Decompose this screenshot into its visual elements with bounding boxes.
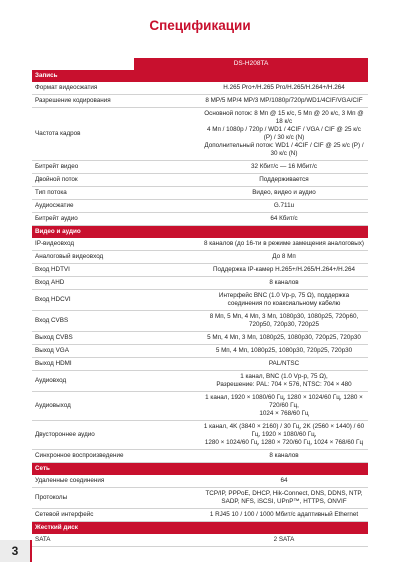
- model-header: [32, 58, 368, 70]
- spec-label: Выход VGA: [32, 345, 200, 358]
- spec-value: Поддержка IP-камер H.265+/H.265/H.264+/H.264: [200, 264, 368, 277]
- spec-row: [32, 82, 368, 95]
- spec-row: [32, 95, 368, 108]
- spec-value: H.265 Pro+/H.265 Pro/H.265/H.264+/H.264: [200, 82, 368, 95]
- spec-table-body: [32, 70, 368, 547]
- section-title: Жесткий диск: [32, 522, 368, 535]
- spec-row: [32, 200, 368, 213]
- spec-value: 1 канал, BNC (1.0 Vp-p, 75 Ω), Разрешение: PAL: 704 × 576, NTSC: 704 × 480: [200, 371, 368, 392]
- spec-label: Битрейт видео: [32, 161, 200, 174]
- spec-label: Выход HDMI: [32, 358, 200, 371]
- section-header: [32, 463, 368, 476]
- spec-row: [32, 345, 368, 358]
- spec-row: [32, 187, 368, 200]
- spec-value: 8 Мп, 5 Мп, 4 Мп, 3 Мп, 1080p30, 1080p25, 720p60, 720p50, 720p30, 720p25: [200, 311, 368, 332]
- spec-value: 5 Мп, 4 Мп, 3 Мп, 1080p25, 1080p30, 720p25, 720p30: [200, 332, 368, 345]
- spec-table: [32, 70, 368, 547]
- spec-label: Двустороннее аудио: [32, 421, 200, 450]
- spec-label: Аналоговый видеовход: [32, 251, 200, 264]
- spec-value: TCP/IP, PPPoE, DHCP, Hik-Connect, DNS, DDNS, NTP, SADP, NFS, iSCSI, UPnP™, HTTPS, ONVIF: [200, 488, 368, 509]
- spec-value: 8 каналов: [200, 277, 368, 290]
- spec-value: 2 SATA: [200, 534, 368, 547]
- spec-label: Вход CVBS: [32, 311, 200, 332]
- section-header: [32, 70, 368, 82]
- spec-label: Протоколы: [32, 488, 200, 509]
- spec-row: [32, 251, 368, 264]
- spec-value: Основной поток: 8 Мп @ 15 к/с, 5 Мп @ 20 к/с, 3 Мп @ 18 к/с 4 Мп / 1080p / 720p / WD1 / 4CIF / VGA / CIF @ 25 к/с (P) / 30 к/с (N) Дополнительный поток: WD1 / 4CIF / CIF @ 25 к/с (P) / 30 к/с (N): [200, 108, 368, 161]
- spec-label: Аудиосжатие: [32, 200, 200, 213]
- spec-label: Вход AHD: [32, 277, 200, 290]
- spec-value: Интерфейс BNC (1.0 Vp-p, 75 Ω), поддержка соединения по коаксиальному кабелю: [200, 290, 368, 311]
- model-header-spacer: [32, 58, 134, 70]
- spec-value: Поддерживается: [200, 174, 368, 187]
- spec-value: Видео, видео и аудио: [200, 187, 368, 200]
- spec-label: Выход CVBS: [32, 332, 200, 345]
- spec-label: Синхронное воспроизведение: [32, 450, 200, 463]
- spec-label: Аудиовыход: [32, 392, 200, 421]
- spec-value: 1 RJ45 10 / 100 / 1000 Мбит/с адаптивный Ethernet: [200, 509, 368, 522]
- spec-row: [32, 238, 368, 251]
- spec-row: [32, 311, 368, 332]
- spec-row: [32, 108, 368, 161]
- spec-row: [32, 332, 368, 345]
- spec-value: PAL/NTSC: [200, 358, 368, 371]
- page-title: Спецификации: [149, 18, 251, 33]
- spec-label: Тип потока: [32, 187, 200, 200]
- spec-label: Удаленные соединения: [32, 475, 200, 488]
- spec-row: [32, 174, 368, 187]
- spec-value: До 8 Мп: [200, 251, 368, 264]
- spec-label: Вход HDTVI: [32, 264, 200, 277]
- spec-row: [32, 450, 368, 463]
- section-title: Запись: [32, 70, 368, 82]
- spec-row: [32, 509, 368, 522]
- section-title: Видео и аудио: [32, 226, 368, 239]
- spec-row: [32, 371, 368, 392]
- spec-row: [32, 277, 368, 290]
- spec-value: G.711u: [200, 200, 368, 213]
- spec-value: 32 Кбит/с — 16 Мбит/с: [200, 161, 368, 174]
- spec-label: Вход HDCVI: [32, 290, 200, 311]
- spec-value: 64 Кбит/с: [200, 213, 368, 226]
- spec-label: IP-видеовход: [32, 238, 200, 251]
- spec-row: [32, 475, 368, 488]
- spec-row: [32, 534, 368, 547]
- spec-label: Двойной поток: [32, 174, 200, 187]
- spec-row: [32, 290, 368, 311]
- spec-value: 1 канал, 1920 × 1080/60 Гц, 1280 × 1024/60 Гц, 1280 × 720/60 Гц, 1024 × 768/60 Гц: [200, 392, 368, 421]
- section-title: Сеть: [32, 463, 368, 476]
- spec-value: 8 каналов (до 16-ти в режиме замещения аналоговых): [200, 238, 368, 251]
- spec-row: [32, 421, 368, 450]
- spec-value: 5 Мп, 4 Мп, 1080p25, 1080p30, 720p25, 720p30: [200, 345, 368, 358]
- spec-label: Сетевой интерфейс: [32, 509, 200, 522]
- spec-row: [32, 264, 368, 277]
- spec-value: 8 MP/5 MP/4 MP/3 MP/1080p/720p/WD1/4CIF/VGA/CIF: [200, 95, 368, 108]
- spec-row: [32, 488, 368, 509]
- spec-row: [32, 358, 368, 371]
- spec-label: Частота кадров: [32, 108, 200, 161]
- section-header: [32, 522, 368, 535]
- model-name: DS-H208TA: [134, 58, 368, 70]
- spec-label: SATA: [32, 534, 200, 547]
- page-number: 3: [0, 540, 32, 562]
- section-header: [32, 226, 368, 239]
- spec-row: [32, 161, 368, 174]
- spec-value: 8 каналов: [200, 450, 368, 463]
- spec-label: Битрейт аудио: [32, 213, 200, 226]
- spec-label: Разрешение кодирования: [32, 95, 200, 108]
- spec-value: 64: [200, 475, 368, 488]
- spec-label: Аудиовход: [32, 371, 200, 392]
- spec-label: Формат видеосжатия: [32, 82, 200, 95]
- spec-row: [32, 213, 368, 226]
- spec-row: [32, 392, 368, 421]
- spec-value: 1 канал, 4K (3840 × 2160) / 30 Гц, 2K (2560 × 1440) / 60 Гц, 1920 × 1080/60 Гц, 1280 × 1024/60 Гц, 1280 × 720/60 Гц, 1024 × 768/60 Гц: [200, 421, 368, 450]
